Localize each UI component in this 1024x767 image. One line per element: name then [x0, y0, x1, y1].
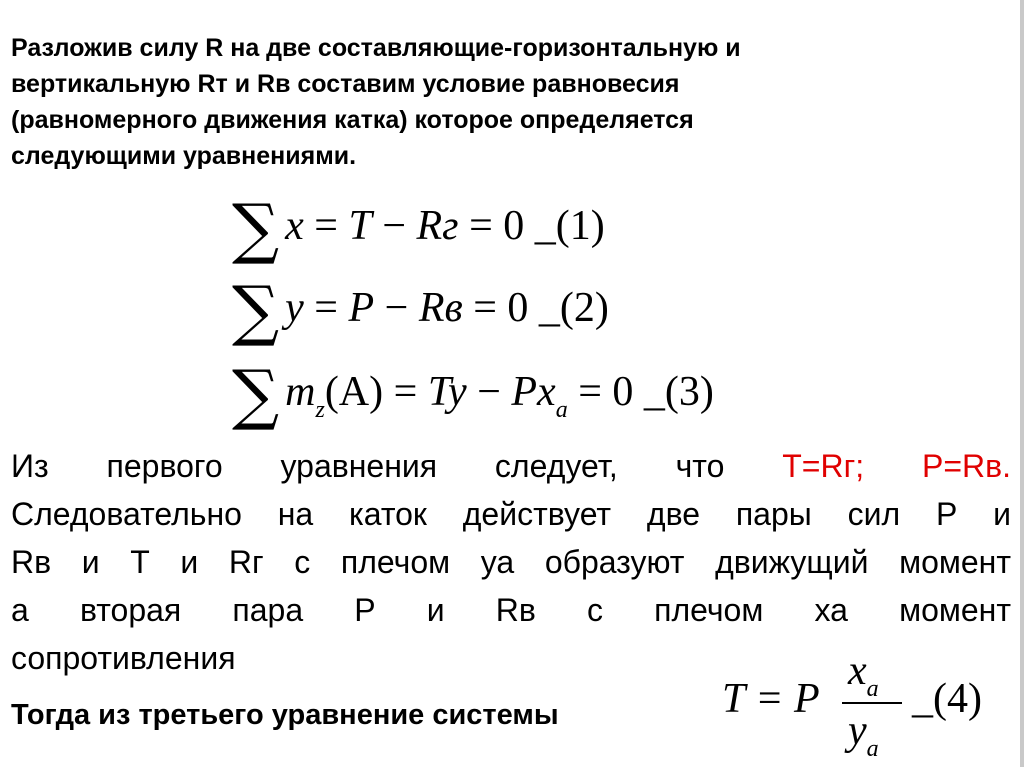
- eq1-r: Rг: [416, 203, 459, 249]
- eq1-t: T: [348, 203, 372, 249]
- eq2-var: y: [285, 285, 304, 331]
- explanation-line-1: [11, 442, 1011, 490]
- eq1-tail: = 0 _(1): [458, 203, 605, 249]
- eq4-numerator: [848, 650, 879, 701]
- intro-line: Разложив силу R на две составляющие-горизонтальную и: [11, 34, 741, 62]
- eq4-denominator: [848, 710, 879, 761]
- sum-symbol: ∑: [232, 190, 280, 267]
- equation-2: [232, 272, 609, 349]
- slide-edge: [1020, 0, 1024, 767]
- fraction-bar: [842, 702, 902, 704]
- eq2-minus: −: [374, 285, 419, 331]
- eq1-minus: −: [371, 203, 417, 249]
- conclusion-text: Тогда из третьего уравнение системы: [11, 699, 559, 731]
- explanation-line-4: а вторая пара Р и Rв с плечом ха момент: [11, 592, 1011, 628]
- equation-4: [722, 650, 1012, 760]
- eq3-m: m: [285, 369, 316, 415]
- eq3-px-sub: a: [555, 397, 568, 423]
- eq3-ty: Ty: [427, 369, 467, 415]
- sum-symbol: ∑: [232, 272, 280, 349]
- eq2-tail: = 0 _(2): [462, 285, 609, 331]
- eq1-var: x: [285, 203, 304, 249]
- eq3-minus: −: [466, 369, 512, 415]
- eq3-tail: = 0 _(3): [567, 369, 714, 415]
- eq3-m-sub: z: [315, 397, 325, 423]
- equation-1: [232, 190, 605, 267]
- intro-line: следующими уравнениями.: [11, 142, 357, 170]
- explanation-line-2: Следовательно на каток действует две пары сил Р и: [11, 496, 1011, 532]
- equation-3: [232, 356, 714, 433]
- eq3-px: Px: [511, 369, 556, 415]
- eq4-den-sub: a: [866, 736, 879, 762]
- explanation-line-3: Rв и Т и Rг с плечом уа образуют движущий момент: [11, 544, 1011, 580]
- sum-symbol: ∑: [232, 356, 280, 433]
- eq1-equals: =: [303, 203, 349, 249]
- eq4-den-var: y: [848, 708, 867, 754]
- explanation-line-5: сопротивления: [11, 640, 236, 676]
- eq3-equals: =: [383, 369, 428, 415]
- eq3-arg: (A): [324, 369, 384, 415]
- intro-line: вертикальную Rт и Rв составим условие равновесия: [11, 70, 680, 98]
- eq2-p: P: [348, 285, 375, 331]
- eq4-num-var: x: [848, 648, 867, 694]
- intro-line: (равномерного движения катка) которое определяется: [11, 106, 694, 134]
- equality-highlight: Т=Rг; Р=Rв.: [782, 448, 1012, 484]
- eq4-tag: _(4): [912, 676, 982, 722]
- explanation-text: Из первого уравнения следует, что: [11, 448, 725, 484]
- eq4-fraction: [842, 650, 904, 760]
- eq4-lhs: T = P: [722, 676, 820, 722]
- eq2-equals: =: [303, 285, 349, 331]
- intro-paragraph: [11, 30, 1001, 174]
- explanation-paragraph: [11, 442, 1011, 682]
- eq2-r: Rв: [418, 285, 463, 331]
- eq4-num-sub: a: [866, 676, 879, 702]
